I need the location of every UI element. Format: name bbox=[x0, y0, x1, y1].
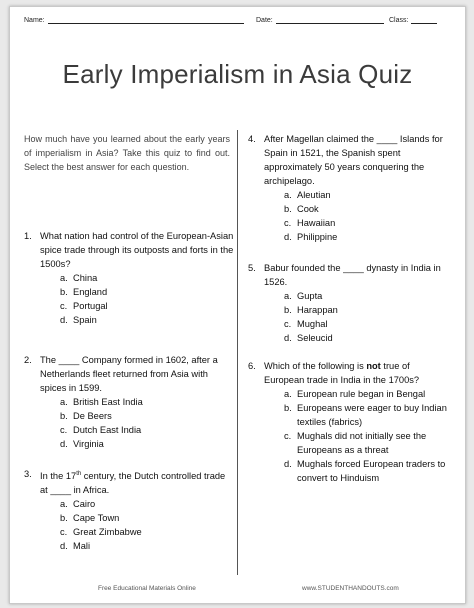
question-2 bbox=[24, 353, 234, 451]
answer-option: d. Seleucid bbox=[284, 333, 333, 343]
answer-option: b. Europeans were eager to buy Indian textiles (fabrics) bbox=[284, 403, 447, 427]
answer-option: a. Cairo bbox=[60, 499, 96, 510]
answer-options bbox=[60, 497, 234, 553]
answer-option: c. Hawaiian bbox=[284, 218, 336, 228]
question-5 bbox=[248, 261, 448, 345]
date-label: Date: bbox=[256, 17, 273, 24]
student-info-header bbox=[24, 15, 451, 29]
page-title: Early Imperialism in Asia Quiz bbox=[62, 59, 413, 89]
intro-text: How much have you learned about the early years of imperialism in Asia? Take this quiz to find out. Select the best answer for each question. bbox=[24, 134, 230, 172]
question-number: 4. bbox=[248, 134, 256, 144]
answer-option: c. Mughals did not initially see the Europeans as a threat bbox=[284, 431, 427, 455]
answer-option: d. Philippine bbox=[284, 232, 338, 242]
question-stem: Which of the following is not true of European trade in India in the 1700s? bbox=[264, 361, 420, 385]
answer-option: a. European rule began in Bengal bbox=[284, 389, 426, 399]
answer-options bbox=[284, 188, 448, 244]
question-number: 5. bbox=[248, 263, 256, 273]
class-field bbox=[389, 15, 437, 24]
question-stem: In the 17th century, the Dutch controlled trade at ____ in Africa. bbox=[40, 471, 226, 496]
answer-options bbox=[60, 271, 234, 327]
question-3 bbox=[24, 467, 234, 553]
answer-option: b. Cook bbox=[284, 204, 319, 214]
name-field bbox=[24, 15, 244, 24]
answer-options bbox=[60, 395, 234, 451]
footer-right: www.STUDENTHANDOUTS.com bbox=[302, 585, 399, 592]
question-stem: After Magellan claimed the ____ Islands for Spain in 1521, the Spanish spent approximately 50 years conquering the archipelago. bbox=[264, 134, 443, 186]
class-line bbox=[411, 15, 437, 24]
answer-option: b. Cape Town bbox=[60, 513, 120, 524]
class-label: Class: bbox=[389, 17, 409, 24]
question-number: 6. bbox=[248, 361, 256, 371]
answer-option: b. Harappan bbox=[284, 305, 338, 315]
answer-option: c. Portugal bbox=[60, 301, 108, 311]
answer-option: a. Gupta bbox=[284, 291, 323, 301]
question-1 bbox=[24, 229, 234, 327]
question-number: 2. bbox=[24, 355, 32, 365]
question-number: 3. bbox=[24, 469, 32, 479]
answer-option: b. England bbox=[60, 287, 108, 297]
answer-option: c. Dutch East India bbox=[60, 425, 142, 435]
question-stem: What nation had control of the European-Asian spice trade through its outposts and forts in the 1500s? bbox=[40, 231, 234, 269]
answer-option: d. Spain bbox=[60, 315, 97, 325]
question-stem: Babur founded the ____ dynasty in India in 1526. bbox=[264, 263, 441, 287]
answer-option: d. Mali bbox=[60, 541, 91, 552]
date-field bbox=[256, 15, 384, 24]
column-divider bbox=[237, 130, 238, 575]
date-line bbox=[276, 15, 384, 24]
name-label: Name: bbox=[24, 17, 45, 24]
question-6 bbox=[248, 359, 448, 485]
answer-option: d. Virginia bbox=[60, 439, 104, 449]
question-stem: The ____ Company formed in 1602, after a Netherlands fleet returned from Asia with spices in 1599. bbox=[40, 355, 218, 393]
answer-option: c. Great Zimbabwe bbox=[60, 527, 142, 538]
question-4 bbox=[248, 132, 448, 244]
worksheet-page bbox=[9, 6, 466, 604]
answer-option: a. China bbox=[60, 273, 98, 283]
answer-option: a. Aleutian bbox=[284, 190, 331, 200]
answer-options bbox=[284, 387, 448, 485]
answer-option: a. British East India bbox=[60, 397, 143, 407]
answer-option: c. Mughal bbox=[284, 319, 328, 329]
answer-option: d. Mughals forced European traders to convert to Hinduism bbox=[284, 459, 446, 483]
footer-left: Free Educational Materials Online bbox=[98, 585, 196, 592]
answer-option: b. De Beers bbox=[60, 411, 112, 421]
answer-options bbox=[284, 289, 448, 345]
question-number: 1. bbox=[24, 231, 32, 241]
name-line bbox=[48, 15, 244, 24]
